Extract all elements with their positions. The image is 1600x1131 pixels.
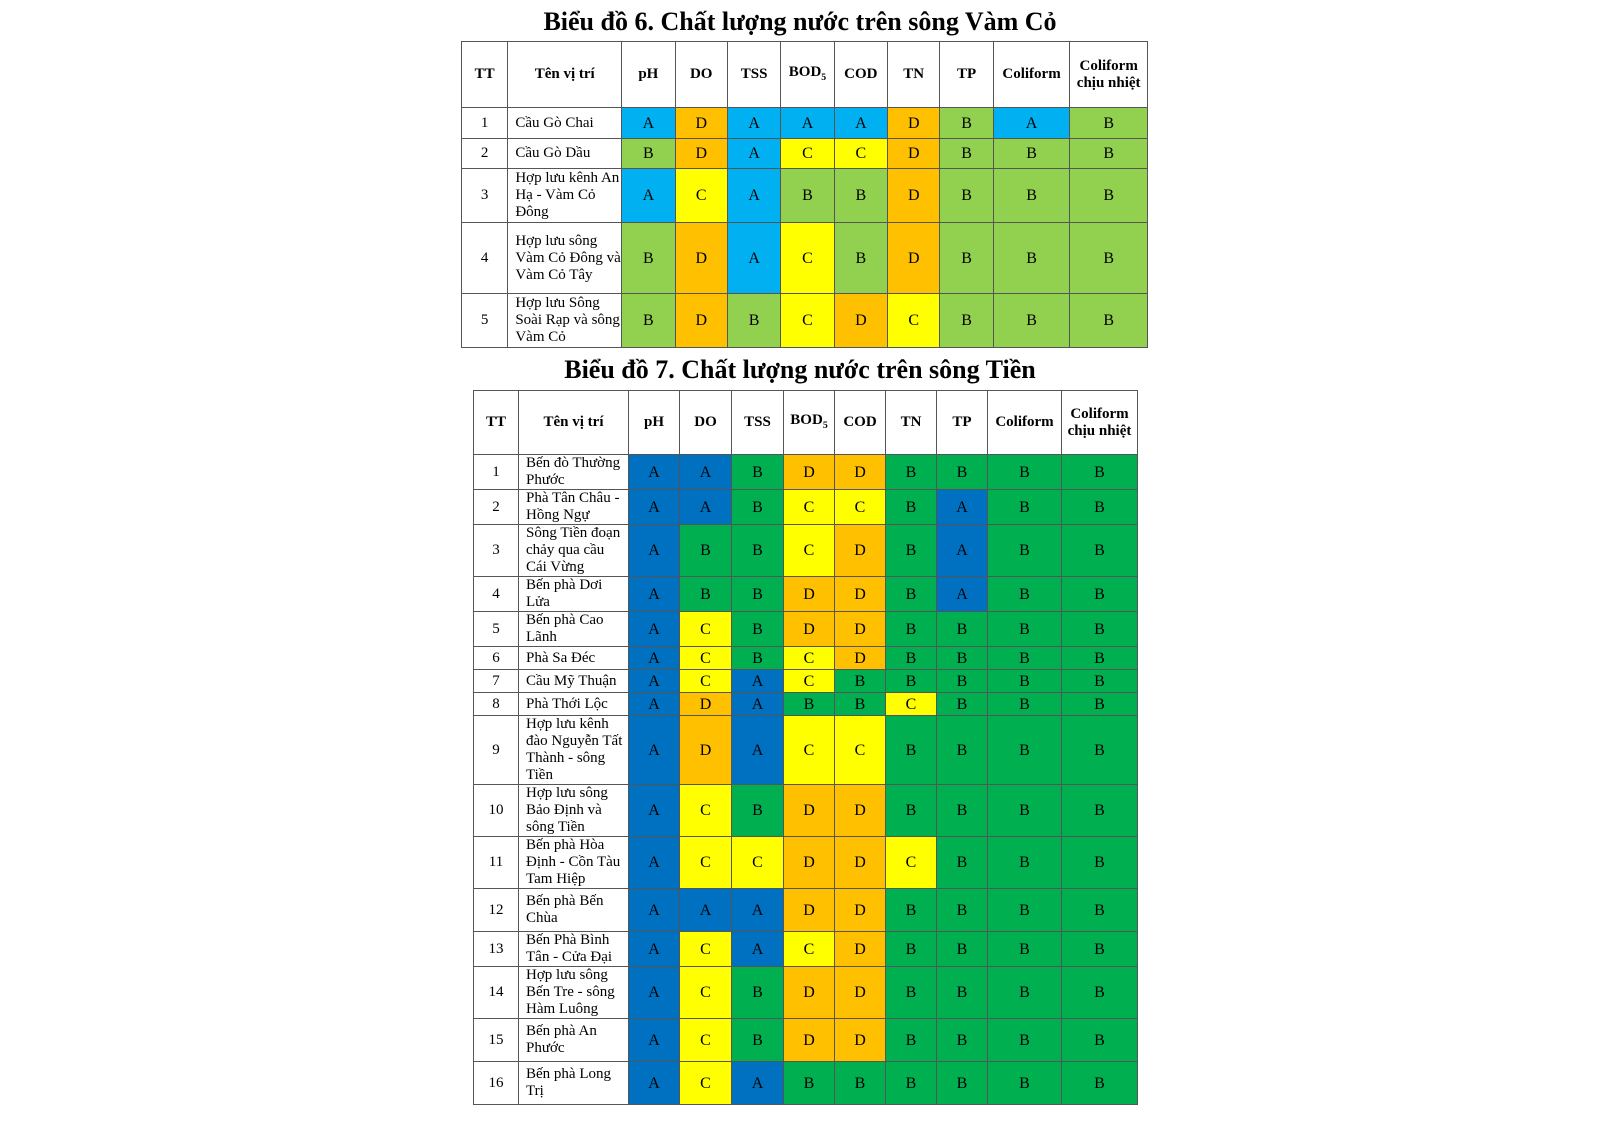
grade-cell-tss: A: [727, 108, 780, 139]
grade-cell-coliform: B: [988, 785, 1062, 837]
grade-cell-tn: C: [886, 693, 937, 716]
grade-cell-bod5: D: [784, 455, 835, 490]
grade-cell-tn: B: [886, 967, 937, 1019]
grade-cell-tp: B: [937, 785, 988, 837]
row-number: 16: [474, 1062, 519, 1105]
grade-cell-tss: C: [732, 837, 784, 889]
location-name: Bến phà Long Trị: [519, 1062, 629, 1105]
table-row: [474, 1062, 1138, 1105]
location-name: Sông Tiền đoạn chảy qua cầu Cái Vừng: [519, 525, 629, 577]
grade-cell-bod5: D: [784, 612, 835, 647]
grade-cell-coliform: A: [993, 108, 1070, 139]
grade-cell-coliform: B: [993, 139, 1070, 169]
location-name: Bến phà Hòa Định - Cồn Tàu Tam Hiệp: [519, 837, 629, 889]
grade-cell-coliform-heat: B: [1062, 967, 1138, 1019]
grade-cell-coliform: B: [988, 1019, 1062, 1062]
grade-cell-coliform: B: [988, 837, 1062, 889]
table-row: [462, 108, 1148, 139]
grade-cell-tp: B: [940, 169, 993, 223]
table7-header-tn: TN: [886, 391, 937, 455]
grade-cell-ph: A: [629, 837, 680, 889]
grade-cell-coliform: B: [988, 647, 1062, 670]
grade-cell-cod: B: [835, 693, 886, 716]
row-number: 14: [474, 967, 519, 1019]
table-row: [462, 169, 1148, 223]
grade-cell-bod5: C: [781, 223, 834, 294]
row-number: 8: [474, 693, 519, 716]
table-row: [462, 139, 1148, 169]
row-number: 9: [474, 716, 519, 785]
grade-cell-tn: C: [886, 837, 937, 889]
row-number: 15: [474, 1019, 519, 1062]
table-row: [474, 612, 1138, 647]
grade-cell-bod5: C: [784, 490, 835, 525]
grade-cell-cod: D: [835, 1019, 886, 1062]
grade-cell-cod: B: [834, 169, 887, 223]
grade-cell-tss: B: [732, 577, 784, 612]
grade-cell-tp: B: [937, 1019, 988, 1062]
grade-cell-tss: B: [732, 1019, 784, 1062]
row-number: 1: [462, 108, 508, 139]
grade-cell-cod: D: [835, 837, 886, 889]
row-number: 1: [474, 455, 519, 490]
row-number: 10: [474, 785, 519, 837]
grade-cell-coliform-heat: B: [1062, 837, 1138, 889]
row-number: 2: [462, 139, 508, 169]
location-name: Bến phà Dơi Lửa: [519, 577, 629, 612]
grade-cell-do: D: [680, 693, 732, 716]
grade-cell-coliform-heat: B: [1062, 785, 1138, 837]
grade-cell-do: C: [680, 647, 732, 670]
grade-cell-do: B: [680, 525, 732, 577]
grade-cell-coliform: B: [988, 577, 1062, 612]
grade-cell-coliform: B: [988, 525, 1062, 577]
table6-title: Biểu đồ 6. Chất lượng nước trên sông Vàm Cỏ: [543, 7, 1057, 36]
grade-cell-tss: B: [727, 294, 780, 348]
location-name: Bến phà An Phước: [519, 1019, 629, 1062]
grade-cell-tp: A: [937, 525, 988, 577]
table6-header-tt: TT: [462, 42, 508, 108]
grade-cell-coliform: B: [993, 223, 1070, 294]
grade-cell-ph: A: [629, 670, 680, 693]
table7-header-row: [474, 391, 1138, 455]
grade-cell-coliform-heat: B: [1070, 294, 1148, 348]
table-row: [474, 889, 1138, 932]
table-row: [474, 490, 1138, 525]
grade-cell-tss: A: [732, 716, 784, 785]
grade-cell-tn: B: [886, 490, 937, 525]
grade-cell-tp: B: [940, 223, 993, 294]
grade-cell-tn: B: [886, 525, 937, 577]
grade-cell-coliform-heat: B: [1062, 670, 1138, 693]
grade-cell-cod: B: [835, 1062, 886, 1105]
grade-cell-tn: B: [886, 785, 937, 837]
grade-cell-tn: B: [886, 577, 937, 612]
table7-header-cod: COD: [835, 391, 886, 455]
grade-cell-bod5: D: [784, 967, 835, 1019]
location-name: Hợp lưu kênh An Hạ - Vàm Cỏ Đông: [508, 169, 622, 223]
grade-cell-bod5: C: [781, 294, 834, 348]
grade-cell-cod: C: [834, 139, 887, 169]
grade-cell-coliform-heat: B: [1062, 647, 1138, 670]
grade-cell-tss: A: [727, 139, 780, 169]
grade-cell-coliform: B: [993, 169, 1070, 223]
grade-cell-tn: B: [886, 455, 937, 490]
grade-cell-bod5: D: [784, 1019, 835, 1062]
grade-cell-tp: B: [940, 139, 993, 169]
grade-cell-tn: D: [888, 169, 940, 223]
grade-cell-tp: A: [937, 577, 988, 612]
grade-cell-do: C: [680, 1019, 732, 1062]
grade-cell-ph: B: [622, 139, 675, 169]
grade-cell-tn: B: [886, 647, 937, 670]
grade-cell-tp: B: [937, 612, 988, 647]
grade-cell-tp: B: [937, 837, 988, 889]
table-row: [474, 693, 1138, 716]
grade-cell-tp: B: [937, 932, 988, 967]
location-name: Hợp lưu sông Bảo Định và sông Tiền: [519, 785, 629, 837]
row-number: 7: [474, 670, 519, 693]
grade-cell-tn: B: [886, 932, 937, 967]
table6-header-tp: TP: [940, 42, 993, 108]
grade-cell-tss: A: [732, 1062, 784, 1105]
grade-cell-tn: B: [886, 1019, 937, 1062]
grade-cell-tss: B: [732, 647, 784, 670]
grade-cell-cod: B: [835, 670, 886, 693]
row-number: 5: [474, 612, 519, 647]
table7-header-coliform-heat: Coliform chịu nhiệt: [1062, 391, 1138, 455]
table6: [461, 41, 1148, 348]
grade-cell-do: D: [675, 108, 727, 139]
grade-cell-tp: B: [937, 1062, 988, 1105]
grade-cell-cod: D: [835, 455, 886, 490]
grade-cell-bod5: A: [781, 108, 834, 139]
grade-cell-bod5: D: [784, 785, 835, 837]
table7-header-ph: pH: [629, 391, 680, 455]
grade-cell-ph: A: [629, 967, 680, 1019]
grade-cell-coliform: B: [993, 294, 1070, 348]
table6-header-bod5: $BOD_5$: [781, 42, 834, 108]
grade-cell-tss: A: [732, 670, 784, 693]
grade-cell-coliform: B: [988, 1062, 1062, 1105]
grade-cell-cod: A: [834, 108, 887, 139]
table6-header-row: [462, 42, 1148, 108]
grade-cell-ph: A: [629, 455, 680, 490]
table7-header-tss: TSS: [732, 391, 784, 455]
grade-cell-do: C: [680, 967, 732, 1019]
grade-cell-do: A: [680, 455, 732, 490]
location-name: Bến Phà Bình Tân - Cửa Đại: [519, 932, 629, 967]
grade-cell-cod: C: [835, 716, 886, 785]
location-name: Bến phà Cao Lãnh: [519, 612, 629, 647]
grade-cell-tss: A: [732, 932, 784, 967]
table6-header-coliform-heat: Coliform chịu nhiệt: [1070, 42, 1148, 108]
row-number: 5: [462, 294, 508, 348]
grade-cell-do: D: [680, 716, 732, 785]
grade-cell-coliform-heat: B: [1062, 1062, 1138, 1105]
table7-header-bod5: $BOD_5$: [784, 391, 835, 455]
grade-cell-bod5: D: [784, 837, 835, 889]
grade-cell-do: D: [675, 139, 727, 169]
grade-cell-tss: B: [732, 967, 784, 1019]
grade-cell-cod: C: [835, 490, 886, 525]
location-name: Phà Thới Lộc: [519, 693, 629, 716]
table-row: [462, 223, 1148, 294]
table-row: [462, 294, 1148, 348]
table6-header-name: Tên vị trí: [508, 42, 622, 108]
grade-cell-tss: B: [732, 785, 784, 837]
grade-cell-ph: A: [629, 612, 680, 647]
table7-header-do: DO: [680, 391, 732, 455]
grade-cell-ph: A: [629, 525, 680, 577]
location-name: Hợp lưu sông Bến Tre - sông Hàm Luông: [519, 967, 629, 1019]
grade-cell-tp: B: [937, 455, 988, 490]
location-name: Cầu Gò Dầu: [508, 139, 622, 169]
grade-cell-tp: B: [937, 967, 988, 1019]
grade-cell-cod: B: [834, 223, 887, 294]
table-row: [474, 837, 1138, 889]
grade-cell-tss: B: [732, 490, 784, 525]
grade-cell-cod: D: [835, 612, 886, 647]
table7-header-coliform: Coliform: [988, 391, 1062, 455]
grade-cell-bod5: D: [784, 889, 835, 932]
table7-header-tp: TP: [937, 391, 988, 455]
grade-cell-tn: D: [888, 108, 940, 139]
grade-cell-do: C: [680, 612, 732, 647]
grade-cell-ph: A: [629, 693, 680, 716]
grade-cell-do: C: [675, 169, 727, 223]
grade-cell-tp: A: [937, 490, 988, 525]
grade-cell-tp: B: [937, 889, 988, 932]
grade-cell-ph: A: [629, 932, 680, 967]
table6-header-do: DO: [675, 42, 727, 108]
table-row: [474, 577, 1138, 612]
grade-cell-tp: B: [937, 647, 988, 670]
grade-cell-coliform: B: [988, 693, 1062, 716]
grade-cell-tn: B: [886, 670, 937, 693]
grade-cell-coliform: B: [988, 490, 1062, 525]
grade-cell-cod: D: [835, 967, 886, 1019]
grade-cell-do: C: [680, 785, 732, 837]
grade-cell-do: A: [680, 490, 732, 525]
grade-cell-coliform-heat: B: [1062, 455, 1138, 490]
grade-cell-coliform: B: [988, 670, 1062, 693]
grade-cell-coliform-heat: B: [1062, 612, 1138, 647]
table6-header-ph: pH: [622, 42, 675, 108]
grade-cell-ph: A: [629, 577, 680, 612]
grade-cell-coliform-heat: B: [1062, 889, 1138, 932]
table6-header-coliform: Coliform: [993, 42, 1070, 108]
table7-header-tt: TT: [474, 391, 519, 455]
row-number: 4: [474, 577, 519, 612]
grade-cell-bod5: B: [784, 693, 835, 716]
table6-header-tss: TSS: [727, 42, 780, 108]
grade-cell-ph: A: [629, 1019, 680, 1062]
grade-cell-do: D: [675, 294, 727, 348]
grade-cell-coliform-heat: B: [1062, 716, 1138, 785]
grade-cell-bod5: C: [784, 716, 835, 785]
grade-cell-tn: D: [888, 139, 940, 169]
grade-cell-ph: A: [629, 889, 680, 932]
table-row: [474, 1019, 1138, 1062]
grade-cell-coliform-heat: B: [1062, 525, 1138, 577]
grade-cell-coliform-heat: B: [1062, 490, 1138, 525]
grade-cell-bod5: C: [784, 932, 835, 967]
location-name: Hợp lưu sông Vàm Cỏ Đông và Vàm Cỏ Tây: [508, 223, 622, 294]
grade-cell-tn: D: [888, 223, 940, 294]
location-name: Phà Sa Đéc: [519, 647, 629, 670]
location-name: Cầu Gò Chai: [508, 108, 622, 139]
table7-header-name: Tên vị trí: [519, 391, 629, 455]
table-row: [474, 967, 1138, 1019]
grade-cell-cod: D: [835, 785, 886, 837]
grade-cell-cod: D: [835, 889, 886, 932]
location-name: Bến phà Bến Chùa: [519, 889, 629, 932]
grade-cell-coliform: B: [988, 612, 1062, 647]
grade-cell-cod: D: [835, 525, 886, 577]
grade-cell-tss: A: [727, 169, 780, 223]
grade-cell-coliform: B: [988, 455, 1062, 490]
grade-cell-bod5: B: [784, 1062, 835, 1105]
grade-cell-do: B: [680, 577, 732, 612]
location-name: Phà Tân Châu - Hồng Ngự: [519, 490, 629, 525]
row-number: 2: [474, 490, 519, 525]
grade-cell-coliform-heat: B: [1062, 577, 1138, 612]
grade-cell-cod: D: [834, 294, 887, 348]
grade-cell-bod5: C: [784, 525, 835, 577]
grade-cell-tp: B: [937, 693, 988, 716]
grade-cell-coliform-heat: B: [1070, 108, 1148, 139]
grade-cell-tn: B: [886, 612, 937, 647]
grade-cell-cod: D: [835, 932, 886, 967]
grade-cell-do: D: [675, 223, 727, 294]
grade-cell-coliform: B: [988, 889, 1062, 932]
grade-cell-tn: B: [886, 1062, 937, 1105]
table-row: [474, 525, 1138, 577]
grade-cell-tp: B: [940, 108, 993, 139]
grade-cell-tss: B: [732, 612, 784, 647]
table-row: [474, 716, 1138, 785]
location-name: Bến đò Thường Phước: [519, 455, 629, 490]
grade-cell-ph: B: [622, 223, 675, 294]
grade-cell-ph: A: [629, 1062, 680, 1105]
grade-cell-coliform: B: [988, 967, 1062, 1019]
location-name: Hợp lưu kênh đào Nguyễn Tất Thành - sông Tiền: [519, 716, 629, 785]
grade-cell-tn: C: [888, 294, 940, 348]
grade-cell-bod5: C: [781, 139, 834, 169]
grade-cell-bod5: C: [784, 647, 835, 670]
grade-cell-cod: D: [835, 577, 886, 612]
grade-cell-ph: A: [629, 647, 680, 670]
grade-cell-do: C: [680, 932, 732, 967]
grade-cell-ph: A: [622, 108, 675, 139]
grade-cell-coliform-heat: B: [1062, 693, 1138, 716]
grade-cell-tp: B: [937, 716, 988, 785]
table-row: [474, 785, 1138, 837]
grade-cell-cod: D: [835, 647, 886, 670]
grade-cell-tn: B: [886, 889, 937, 932]
grade-cell-coliform-heat: B: [1062, 932, 1138, 967]
table7-title: Biểu đồ 7. Chất lượng nước trên sông Tiền: [564, 355, 1036, 384]
row-number: 13: [474, 932, 519, 967]
grade-cell-ph: A: [629, 490, 680, 525]
grade-cell-tss: A: [727, 223, 780, 294]
row-number: 6: [474, 647, 519, 670]
grade-cell-tp: B: [940, 294, 993, 348]
grade-cell-ph: A: [622, 169, 675, 223]
grade-cell-coliform: B: [988, 716, 1062, 785]
grade-cell-bod5: C: [784, 670, 835, 693]
location-name: Hợp lưu Sông Soài Rạp và sông Vàm Cỏ: [508, 294, 622, 348]
grade-cell-bod5: B: [781, 169, 834, 223]
grade-cell-ph: B: [622, 294, 675, 348]
grade-cell-coliform-heat: B: [1070, 139, 1148, 169]
table-row: [474, 455, 1138, 490]
row-number: 11: [474, 837, 519, 889]
grade-cell-tss: B: [732, 455, 784, 490]
grade-cell-coliform: B: [988, 932, 1062, 967]
row-number: 4: [462, 223, 508, 294]
grade-cell-ph: A: [629, 716, 680, 785]
grade-cell-coliform-heat: B: [1070, 223, 1148, 294]
grade-cell-do: A: [680, 889, 732, 932]
grade-cell-tss: A: [732, 693, 784, 716]
grade-cell-do: C: [680, 1062, 732, 1105]
grade-cell-tss: B: [732, 525, 784, 577]
grade-cell-coliform-heat: B: [1062, 1019, 1138, 1062]
grade-cell-tn: B: [886, 716, 937, 785]
row-number: 3: [462, 169, 508, 223]
grade-cell-tp: B: [937, 670, 988, 693]
grade-cell-ph: A: [629, 785, 680, 837]
grade-cell-do: C: [680, 837, 732, 889]
grade-cell-do: C: [680, 670, 732, 693]
row-number: 12: [474, 889, 519, 932]
grade-cell-bod5: D: [784, 577, 835, 612]
grade-cell-tss: A: [732, 889, 784, 932]
table6-header-tn: TN: [888, 42, 940, 108]
row-number: 3: [474, 525, 519, 577]
table7: [473, 390, 1138, 1105]
table-row: [474, 932, 1138, 967]
table-row: [474, 647, 1138, 670]
location-name: Cầu Mỹ Thuận: [519, 670, 629, 693]
table-row: [474, 670, 1138, 693]
grade-cell-coliform-heat: B: [1070, 169, 1148, 223]
table6-header-cod: COD: [834, 42, 887, 108]
